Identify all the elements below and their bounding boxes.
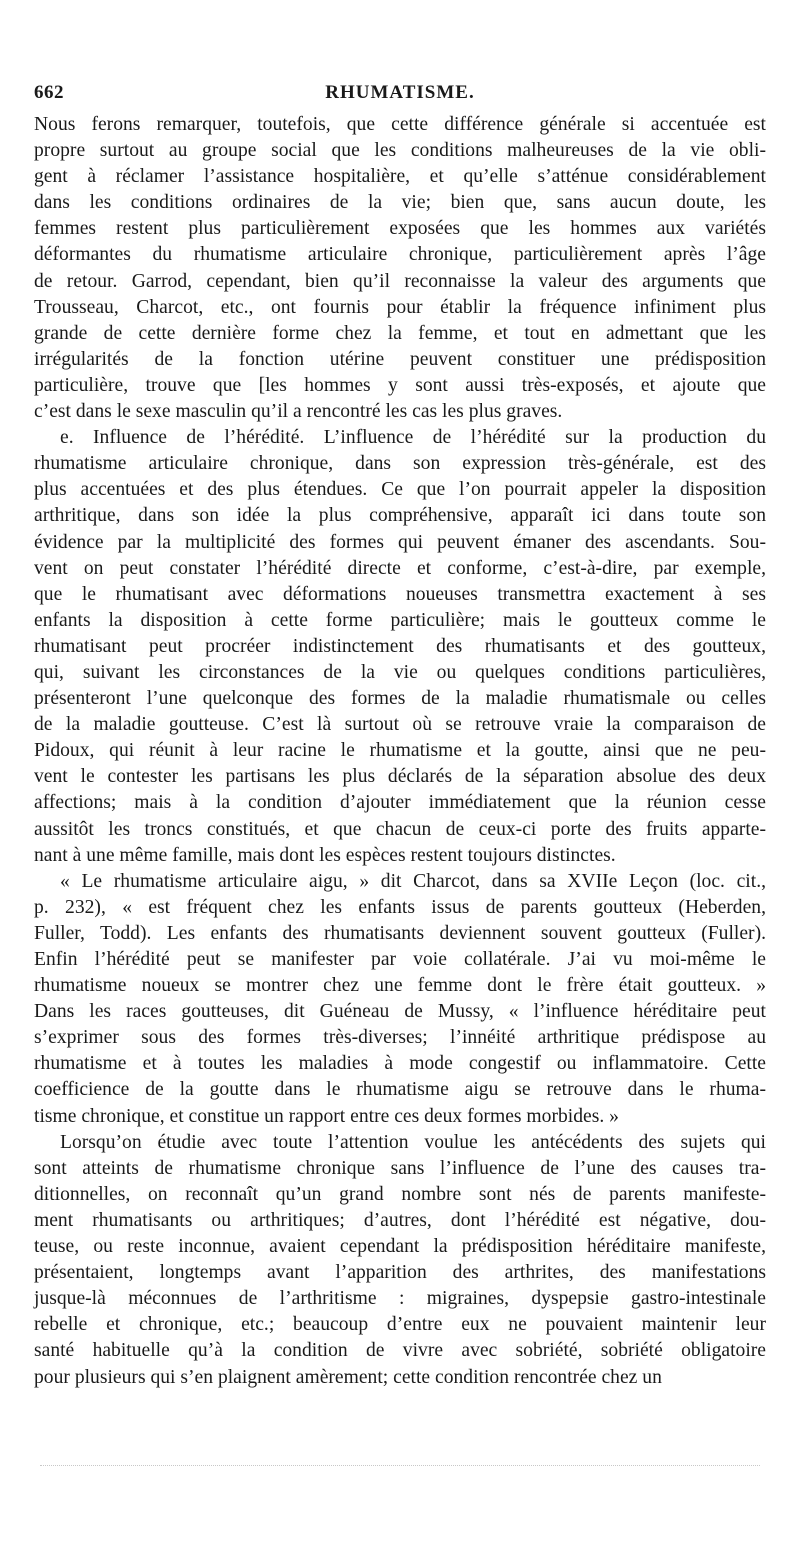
text-line: femmes restent plus particulièrement exposées que les hommes aux variétés <box>34 218 766 240</box>
text-line: coefficience de la goutte dans le rhumatisme aigu se retrouve dans le rhuma- <box>34 1079 766 1101</box>
text-line: Lorsqu’on étudie avec toute l’attention voulue les antécédents des sujets qui <box>60 1131 766 1153</box>
text-line: jusque-là méconnues de l’arthritisme : migraines, dyspepsie gastro-intestinale <box>34 1288 766 1310</box>
text-line: nant à une même famille, mais dont les espèces restent toujours distinctes. <box>34 844 616 866</box>
text-line: tisme chronique, et constitue un rapport entre ces deux formes morbides. » <box>34 1105 619 1127</box>
text-line: sont atteints de rhumatisme chronique sans l’influence de l’une des causes tra- <box>34 1157 766 1179</box>
text-line: pour plusieurs qui s’en plaignent amèrement; cette condition rencontrée chez un <box>34 1366 662 1388</box>
footer-scan-noise <box>40 1465 760 1470</box>
text-line: gent à réclamer l’assistance hospitalière, et qu’elle s’atténue considérablement <box>34 166 766 188</box>
text-line: Dans les races goutteuses, dit Guéneau de Mussy, « l’influence héréditaire peut <box>34 1001 766 1023</box>
text-line: plus accentuées et des plus étendues. Ce que l’on pourrait appeler la disposition <box>34 479 766 501</box>
text-line: propre surtout au groupe social que les conditions malheureuses de la vie obli- <box>34 140 766 162</box>
paragraph <box>34 869 766 1130</box>
text-line: arthritique, dans son idée la plus compréhensive, apparaît ici dans toute son <box>34 505 766 527</box>
document-page <box>34 82 766 1391</box>
text-line: rhumatisme et à toutes les maladies à mode congestif ou inflammatoire. Cette <box>34 1053 766 1075</box>
text-line: santé habituelle qu’à la condition de vivre avec sobriété, sobriété obligatoire <box>34 1340 766 1362</box>
text-line: qui, suivant les circonstances de la vie ou quelques conditions particulières, <box>34 661 766 683</box>
text-line: rhumatisant peut procréer indistinctement des rhumatisants et des goutteux, <box>34 635 766 657</box>
text-line: irrégularités de la fonction utérine peuvent constituer une prédisposition <box>34 348 766 370</box>
running-title: RHUMATISME. <box>325 82 475 103</box>
text-line: Fuller, Todd). Les enfants des rhumatisants deviennent souvent goutteux (Fuller). <box>34 922 766 944</box>
text-line: Nous ferons remarquer, toutefois, que cette différence générale si accentuée est <box>34 114 766 135</box>
text-line: « Le rhumatisme articulaire aigu, » dit Charcot, dans sa XVIIe Leçon (loc. cit., <box>60 870 766 892</box>
text-line: de retour. Garrod, cependant, bien qu’il reconnaisse la valeur des arguments que <box>34 270 766 292</box>
text-line: particulière, trouve que [les hommes y sont aussi très-exposés, et ajoute que <box>34 374 766 396</box>
paragraph <box>34 1130 766 1391</box>
text-line: évidence par la multiplicité des formes qui peuvent émaner des ascendants. Sou- <box>34 531 766 553</box>
text-line: que le rhumatisant avec déformations noueuses transmettra exactement à ses <box>34 583 766 605</box>
text-line: e. Influence de l’hérédité. L’influence de l’hérédité sur la production du <box>60 427 766 449</box>
text-line: rebelle et chronique, etc.; beaucoup d’entre eux ne pouvaient maintenir leur <box>34 1314 766 1336</box>
text-line: c’est dans le sexe masculin qu’il a rencontré les cas les plus graves. <box>34 401 563 423</box>
text-line: s’exprimer sous des formes très-diverses; l’innéité arthritique prédispose au <box>34 1027 766 1049</box>
paragraph <box>34 112 766 425</box>
text-line: Pidoux, qui réunit à leur racine le rhumatisme et la goutte, ainsi que ne peu- <box>34 740 766 762</box>
text-line: dans les conditions ordinaires de la vie; bien que, sans aucun doute, les <box>34 192 766 214</box>
text-line: teuse, ou reste inconnue, avaient cependant la prédisposition héréditaire manifeste, <box>34 1236 766 1258</box>
text-line: p. 232), « est fréquent chez les enfants issus de parents goutteux (Heberden, <box>34 896 766 918</box>
text-line: grande de cette dernière forme chez la femme, et tout en admettant que les <box>34 322 766 344</box>
text-line: ditionnelles, on reconnaît qu’un grand nombre sont nés de parents manifeste- <box>34 1183 766 1205</box>
text-line: déformantes du rhumatisme articulaire chronique, particulièrement après l’âge <box>34 244 766 266</box>
text-line: de la maladie goutteuse. C’est là surtout où se retrouve vraie la comparaison de <box>34 714 766 736</box>
page-header <box>34 82 766 112</box>
text-line: Enfin l’hérédité peut se manifester par voie collatérale. J’ai vu moi-même le <box>34 949 766 970</box>
text-line: vent le contester les partisans les plus déclarés de la séparation absolue des deux <box>34 766 766 788</box>
text-line: présentaient, longtemps avant l’apparition des arthrites, des manifestations <box>34 1262 766 1284</box>
text-line: aussitôt les troncs constitués, et que chacun de ceux-ci porte des fruits apparte- <box>34 818 766 840</box>
text-line: rhumatisme articulaire chronique, dans son expression très-générale, est des <box>34 453 766 475</box>
text-line: ment rhumatisants ou arthritiques; d’autres, dont l’hérédité est négative, dou- <box>34 1209 766 1231</box>
text-line: présenteront l’une quelconque des formes de la maladie rhumatismale ou celles <box>34 688 766 710</box>
page-number: 662 <box>34 82 64 103</box>
text-line: affections; mais à la condition d’ajouter immédiatement que la réunion cesse <box>34 792 766 814</box>
text-line: rhumatisme noueux se montrer chez une femme dont le frère était goutteux. » <box>34 975 766 997</box>
text-line: enfants la disposition à cette forme particulière; mais le goutteux comme le <box>34 609 766 631</box>
text-line: Trousseau, Charcot, etc., ont fournis pour établir la fréquence infiniment plus <box>34 296 766 318</box>
body-text <box>34 112 766 1391</box>
paragraph <box>34 425 766 869</box>
text-line: vent on peut constater l’hérédité directe et conforme, c’est-à-dire, par exemple, <box>34 557 766 579</box>
